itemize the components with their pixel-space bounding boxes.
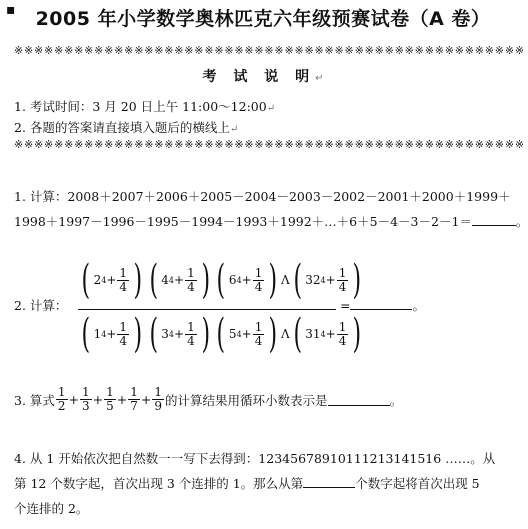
q2-label: 2. 计算： [14, 298, 68, 313]
q1-end: 。 [515, 214, 528, 229]
q2-num-frac-0-num: 1 [119, 265, 128, 280]
q3-sum [55, 386, 165, 413]
q3-frac-0-num: 1 [57, 385, 66, 399]
q3-line [14, 386, 402, 413]
q2-num-frac-1-den: 4 [187, 279, 195, 294]
page-title: 2005 年小学数学奥林匹克六年级预赛试卷（A 卷） [35, 8, 491, 30]
q3-text: 的计算结果用循环小数表示是 [165, 392, 328, 408]
q2-num-term-1 [161, 267, 197, 294]
q3-frac-3-den: 7 [130, 399, 138, 413]
q4-line-2b: 个数字起将首次出现 5 [355, 476, 480, 491]
q3-frac-4-den: 9 [154, 399, 163, 413]
q2-num-frac-2-num: 1 [254, 265, 263, 280]
q2-num-term-3 [305, 267, 349, 294]
q2-den-base-3: 31 [305, 327, 321, 341]
q1-line-2-text: 1998＋1997－1996－1995－1994－1993＋1992＋…＋6＋5－4－3－2－1＝ [14, 214, 472, 229]
q3-frac-2-den: 5 [106, 399, 114, 413]
q3-frac-4 [152, 386, 164, 413]
q2-expression [78, 256, 362, 357]
q2-den-plus-0: + [106, 327, 117, 341]
q2-num-frac-0-den: 4 [119, 279, 128, 294]
q3-frac-1-num: 1 [82, 385, 90, 399]
q2-num-exp-2: 4 [236, 275, 242, 285]
q1-line-2 [14, 212, 528, 230]
q2-den-frac-2 [253, 321, 265, 348]
q4-line-2a: 第 12 个数字起，首次出现 3 个连排的 1。那么从第 [14, 476, 304, 491]
q2-den-rparen-3: ) [352, 311, 362, 357]
q2-num-rparen-3: ) [352, 257, 362, 303]
paragraph-mark: ↵ [229, 124, 239, 135]
q2-den-frac-0-den: 4 [119, 333, 128, 348]
q2-num-plus-2: + [241, 273, 252, 287]
q2-den-frac-1-den: 4 [187, 333, 195, 348]
q2-denominator [78, 311, 365, 357]
q2-den-term-3 [305, 321, 349, 348]
q2-den-frac-2-den: 4 [254, 333, 263, 348]
q3-frac-3 [128, 386, 140, 413]
section-subtitle [0, 66, 526, 86]
q2-num-frac-1 [185, 267, 197, 294]
q2-den-base-2: 5 [228, 327, 237, 341]
q2-num-plus-1: + [174, 273, 185, 287]
instruction-2 [14, 118, 238, 136]
q2-den-lparen-0: ( [81, 311, 91, 357]
decor-line-bottom: ※※※※※※※※※※※※※※※※※※※※※※※※※※※※※※※※※※※※※※※※※※※※※※※※※※※ [14, 138, 525, 151]
q2-num-lparen-2: ( [216, 257, 226, 303]
q2-num-base-0: 2 [93, 273, 102, 287]
q1-answer-blank[interactable] [472, 213, 516, 226]
q2-den-exp-0: 4 [101, 329, 107, 339]
q3-plus-4: + [140, 392, 152, 407]
q2-num-base-1: 4 [161, 273, 169, 287]
q3-plus-2: + [92, 392, 104, 407]
q2-den-plus-3: + [325, 327, 336, 341]
q4-line-3: 个连排的 2。 [14, 501, 89, 516]
q2-den-frac-3 [337, 321, 349, 348]
q2-num-plus-0: + [106, 273, 117, 287]
q2-den-term-1 [161, 321, 197, 348]
q3-frac-3-num: 1 [130, 385, 138, 399]
decor-line-top: ※※※※※※※※※※※※※※※※※※※※※※※※※※※※※※※※※※※※※※※※※※※※※※※※※※※ [14, 44, 525, 57]
q2-den-exp-2: 4 [236, 329, 242, 339]
q2-numerator [78, 257, 365, 303]
q2-den-base-0: 1 [93, 327, 102, 341]
q2-end: 。 [412, 298, 425, 313]
q2-den-rparen-2: ) [268, 311, 278, 357]
q2-den-frac-1 [185, 321, 197, 348]
q2-tail [340, 296, 425, 314]
q2-den-frac-0-num: 1 [119, 319, 128, 334]
q2-num-frac-3-num: 1 [338, 265, 347, 280]
q2-den-frac-3-den: 4 [338, 333, 347, 348]
bullet-mark: ▪ [6, 2, 16, 18]
q3-frac-1-den: 3 [82, 399, 90, 413]
q4-answer-blank[interactable] [303, 475, 355, 488]
q2-den-rparen-1: ) [201, 311, 210, 357]
q3-answer-blank[interactable] [328, 393, 390, 406]
q2-den-lparen-2: ( [216, 311, 226, 357]
q2-den-lparen-3: ( [293, 311, 302, 357]
q2-equals: = [340, 298, 351, 313]
q2-num-exp-0: 4 [101, 275, 107, 285]
q3-plus-3: + [116, 392, 128, 407]
q3-plus-1: + [68, 392, 80, 407]
q2-fraction-bar [78, 309, 336, 310]
q2-den-frac-2-num: 1 [254, 319, 263, 334]
paragraph-mark: ↵ [315, 73, 324, 84]
q3-label: 3. 算式 [14, 392, 55, 408]
q2-den-lparen-1: ( [149, 311, 158, 357]
q2-num-term-2 [229, 267, 265, 294]
q2-den-frac-1-num: 1 [187, 319, 195, 334]
q2-den-ellipsis: Λ [280, 327, 290, 341]
q2-num-base-2: 6 [228, 273, 237, 287]
q3-frac-2 [104, 386, 116, 413]
q2-answer-blank[interactable] [350, 297, 412, 310]
q3-frac-0-den: 2 [57, 399, 66, 413]
q2-den-base-1: 3 [161, 327, 169, 341]
q2-num-exp-1: 4 [168, 275, 174, 285]
q2-num-rparen-1: ) [201, 257, 210, 303]
q3-frac-2-num: 1 [106, 385, 114, 399]
q2-num-frac-0 [117, 267, 129, 294]
q2-den-plus-1: + [174, 327, 185, 341]
q2-num-exp-3: 4 [320, 275, 326, 285]
q1-line-1: 1. 计算：2008＋2007＋2006＋2005－2004－2003－2002－2001＋2000＋1999＋ [14, 189, 511, 204]
q2-num-term-0 [94, 267, 130, 294]
q2-den-rparen-0: ) [133, 311, 143, 357]
q2-den-exp-3: 4 [320, 329, 326, 339]
q4-line-2 [14, 474, 480, 492]
q2-num-frac-2 [253, 267, 265, 294]
q2-num-frac-2-den: 4 [254, 279, 263, 294]
q3-frac-4-num: 1 [154, 385, 163, 399]
q2-num-frac-3 [337, 267, 349, 294]
q3-frac-0 [56, 386, 68, 413]
paragraph-mark: ↵ [266, 103, 276, 114]
q2-num-lparen-0: ( [81, 257, 91, 303]
instruction-1-text: 1. 考试时间：3 月 20 日上午 11:00～12:00 [14, 99, 267, 114]
q2-num-frac-3-den: 4 [338, 279, 347, 294]
q2-den-plus-2: + [241, 327, 252, 341]
q2-num-rparen-0: ) [133, 257, 143, 303]
q2-den-exp-1: 4 [168, 329, 174, 339]
q2-den-term-2 [229, 321, 265, 348]
q2-den-term-0 [94, 321, 130, 348]
q3-end: 。 [389, 392, 403, 408]
q2-num-ellipsis: Λ [280, 273, 290, 287]
q2-num-lparen-3: ( [293, 257, 302, 303]
instruction-2-text: 2. 各题的答案请直接填入题后的横线上 [14, 120, 230, 135]
q2-num-rparen-2: ) [268, 257, 278, 303]
instruction-1 [14, 97, 275, 115]
q2-den-frac-0 [117, 321, 129, 348]
q4-line-1: 4. 从 1 开始依次把自然数一一写下去得到：12345678910111213141516 ……。从 [14, 451, 496, 466]
q3-frac-1 [80, 386, 92, 413]
q2-num-plus-3: + [325, 273, 336, 287]
q2-num-lparen-1: ( [149, 257, 158, 303]
subtitle-text: 考 试 说 明 [202, 69, 316, 85]
q2-den-frac-3-num: 1 [338, 319, 347, 334]
q2-num-base-3: 32 [305, 273, 321, 287]
q2-num-frac-1-num: 1 [187, 265, 195, 280]
